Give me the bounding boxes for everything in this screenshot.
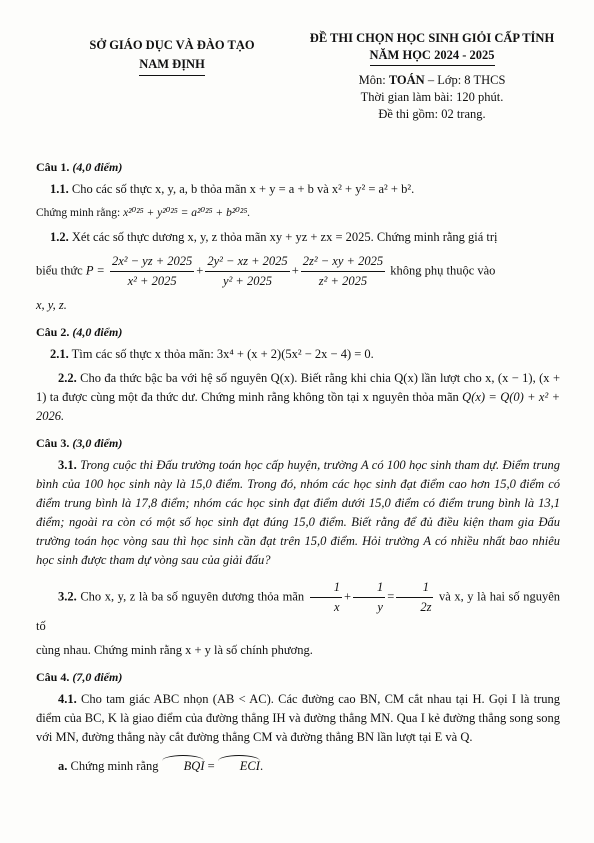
problem-3-2-text-cont: và x, y là hai số nguyên tố bbox=[36, 589, 560, 633]
grade-label: – Lớp: 8 THCS bbox=[424, 73, 506, 87]
problem-3-1 bbox=[36, 456, 560, 570]
problem-4-1-text: Cho tam giác ABC nhọn (AB < AC). Các đường cao BN, CM cắt nhau tại H. Gọi I là trung điểm của BC, K là giao điểm của đường thẳng IH và đường thẳng MN. Qua I kẻ đường thẳng song song với MN, đường thẳng này cắt đường thẳng CM và đường thẳng BN lần lượt tại E và Q. bbox=[36, 692, 561, 744]
fraction-3: $\frac{\text{2z² − xy + 2025}}{\text{z² + 2025}}$ bbox=[302, 254, 384, 288]
prove-label: Chứng minh rằng: bbox=[36, 207, 121, 219]
problem-4-1-label: 4.1. bbox=[58, 692, 77, 706]
problem-2-2 bbox=[36, 369, 560, 426]
problem-3-2-label: 3.2. bbox=[58, 589, 77, 604]
question-1-points: (4,0 điểm) bbox=[72, 160, 123, 174]
question-4-points: (7,0 điểm) bbox=[72, 670, 123, 684]
department-name: SỞ GIÁO DỤC VÀ ĐÀO TẠO bbox=[89, 38, 255, 52]
fraction-1-over-x: $\frac{1}{x}$ bbox=[310, 578, 342, 617]
problem-1-2-text: Xét các số thực dương x, y, z thỏa mãn xy + yz + zx = 2025. Chứng minh rằng giá trị bbox=[71, 230, 498, 244]
problem-1-1-prove bbox=[36, 204, 560, 223]
part-a-text: Chứng minh rằng bbox=[70, 759, 159, 773]
part-a-label: a. bbox=[58, 759, 68, 773]
problem-4-1 bbox=[36, 690, 560, 747]
problem-2-1-text: Tìm các số thực x thỏa mãn: 3x⁴ + (x + 2)(5x² − 2x − 4) = 0. bbox=[71, 347, 374, 361]
angle-eci: ECI bbox=[218, 755, 260, 776]
question-3-heading bbox=[36, 436, 560, 451]
province-name: NAM ĐỊNH bbox=[139, 55, 205, 76]
fraction-1-over-2z: $\frac{1}{2z}$ bbox=[396, 578, 433, 617]
expression-P: P = bbox=[85, 263, 105, 278]
problem-1-2-vars: x, y, z. bbox=[36, 298, 67, 312]
problem-1-1-text: Cho các số thực x, y, a, b thỏa mãn x + y = a + b và x² + y² = a² + b². bbox=[71, 182, 415, 196]
question-2-number: Câu 2. bbox=[36, 325, 70, 339]
fraction-1-over-y: $\frac{1}{y}$ bbox=[353, 578, 385, 617]
fraction-1: $\frac{\text{2x² − yz + 2025}}{\text{x² + 2025}}$ bbox=[111, 254, 193, 288]
question-2-heading bbox=[36, 325, 560, 340]
exam-info-block bbox=[282, 30, 582, 123]
school-year: NĂM HỌC 2024 - 2025 bbox=[370, 47, 495, 66]
question-4-heading bbox=[36, 670, 560, 685]
subject-name: TOÁN bbox=[388, 73, 425, 87]
department-block bbox=[72, 36, 272, 76]
problem-2-2-text: Cho đa thức bậc ba với hệ số nguyên Q(x). Biết rằng khi chia Q(x) lần lượt cho x, (x − 1), (x + 1) ta được cùng một đa thức dư. Chứng minh rằng không tồn tại x nguyên thỏa mãn bbox=[36, 371, 560, 404]
problem-3-1-text: Trong cuộc thi Đấu trường toán học cấp huyện, trường A có 100 học sinh tham dự. Điểm trung bình của 100 học sinh này là 15,0 điểm. Trong đó, nhóm các học sinh đạt điểm cao hơn 15,0 điểm có điểm trung bình là 17,8 điểm; nhóm các học sinh đạt điểm dưới 15,0 điểm có điểm trung bình là 13,1 điểm; ngoài ra còn có một số học sinh đạt đúng 15,0 điểm. Biết rằng để đủ điều kiện tham gia Đấu trường toán học vòng sau thì học sinh cần đạt trên 15,0 điểm. Hỏi trường A có nhiều nhất bao nhiêu học sinh được tham dự vòng sau của giải đấu? bbox=[36, 458, 561, 567]
question-3-number: Câu 3. bbox=[36, 436, 70, 450]
problem-3-2-conclusion: cùng nhau. Chứng minh rằng x + y là số chính phương. bbox=[36, 643, 313, 657]
problem-2-2-label: 2.2. bbox=[58, 371, 77, 385]
problem-1-2-expression: biểu thức P = $\frac{\text{2x² − yz + 2025}}{\text{x² + 2025}}$ + $\frac{\text{2y² − xz + 2025}}{\text{y² + 2025}}$ + $\frac{\text{2z² − xy + 2025}}{\text{z² + 2025}}$ không phụ thuộc vào bbox=[36, 252, 560, 291]
problem-1-2 bbox=[36, 228, 560, 247]
exam-title: ĐỀ THI CHỌN HỌC SINH GIỎI CẤP TỈNH bbox=[309, 31, 555, 45]
problem-1-1 bbox=[36, 180, 560, 199]
question-2-points: (4,0 điểm) bbox=[72, 325, 123, 339]
problem-2-2-equation: Q(x) = Q(0) + x² + 2026. bbox=[36, 390, 561, 423]
problem-1-2-label: 1.2. bbox=[50, 230, 69, 244]
prove-expression: x²⁰²⁵ + y²⁰²⁵ = a²⁰²⁵ + b²⁰²⁵. bbox=[123, 207, 251, 219]
problem-4-1-a: a. Chứng minh rằng BQI = ECI. bbox=[36, 755, 560, 776]
exam-page-count: Đề thi gồm: 02 trang. bbox=[378, 107, 486, 121]
expression-suffix: không phụ thuộc vào bbox=[390, 263, 496, 278]
exam-header bbox=[36, 30, 560, 150]
question-3-points: (3,0 điểm) bbox=[72, 436, 123, 450]
problem-3-1-label: 3.1. bbox=[58, 458, 77, 472]
question-4-number: Câu 4. bbox=[36, 670, 70, 684]
exam-duration: Thời gian làm bài: 120 phút. bbox=[360, 90, 504, 104]
problem-1-1-label: 1.1. bbox=[50, 182, 69, 196]
fraction-2: $\frac{\text{2y² − xz + 2025}}{\text{y² + 2025}}$ bbox=[207, 254, 288, 288]
angle-bqi: BQI bbox=[162, 755, 205, 776]
problem-3-2: 3.2. Cho x, y, z là ba số nguyên dương thỏa mãn $\frac{1}{x}$ + $\frac{1}{y}$ = $\frac{1}{2z}$ và x, y là hai số nguyên tố bbox=[36, 580, 560, 633]
subject-prefix: Môn: bbox=[358, 73, 389, 87]
problem-2-1 bbox=[36, 345, 560, 364]
question-1-number: Câu 1. bbox=[36, 160, 70, 174]
expression-prefix: biểu thức bbox=[36, 263, 83, 278]
question-1-heading bbox=[36, 160, 560, 175]
problem-2-1-label: 2.1. bbox=[50, 347, 69, 361]
problem-3-2-text: Cho x, y, z là ba số nguyên dương thỏa mãn bbox=[80, 589, 305, 604]
